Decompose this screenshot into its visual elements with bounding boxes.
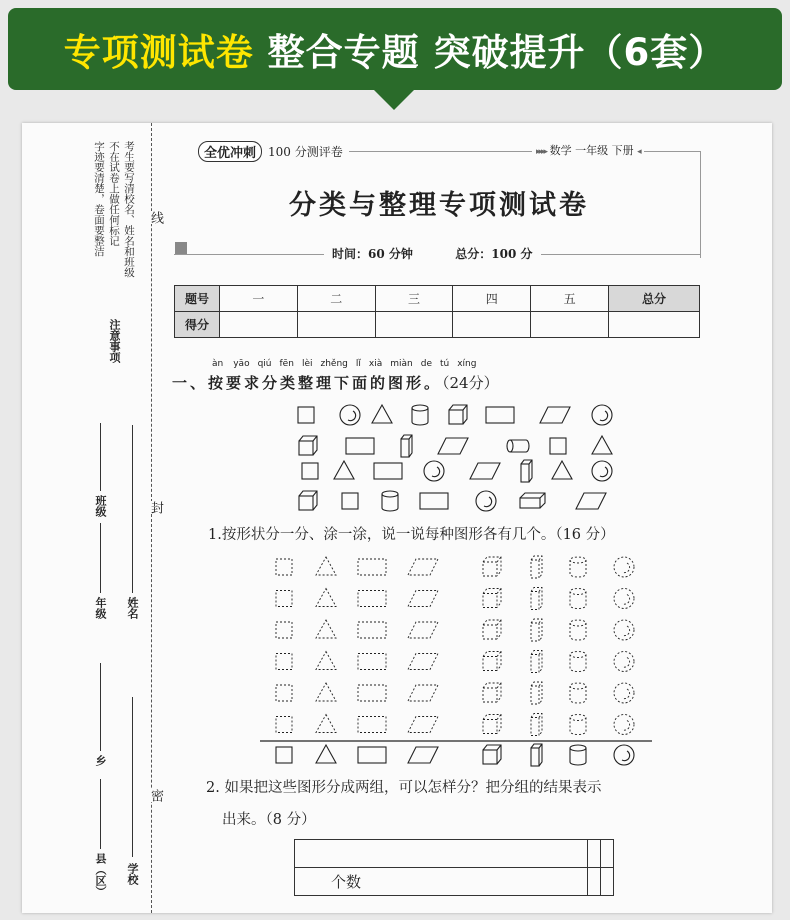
parallelogram-icon — [408, 747, 438, 763]
answer-cell[interactable] — [601, 868, 614, 896]
pinyin-syllable: àn — [212, 359, 224, 369]
note-3: 字迹要清楚，卷面要整洁 — [93, 141, 105, 257]
pinyin-syllable: de — [420, 359, 432, 369]
answer-cell[interactable] — [588, 868, 601, 896]
cut-mark-secret: 密 — [148, 789, 163, 802]
circle-icon — [614, 745, 634, 765]
notes-label: 注意事项 — [108, 319, 121, 363]
triangle-icon — [316, 589, 336, 607]
cube-icon — [483, 589, 501, 608]
score-col-2: 二 — [297, 286, 375, 312]
time-limit: 时间：60 分钟 — [332, 247, 413, 261]
cuboid-icon — [401, 435, 412, 457]
circle-icon — [340, 405, 360, 425]
cube-icon — [483, 620, 501, 639]
square-icon — [276, 622, 292, 638]
cube-icon — [449, 405, 467, 424]
triangle-icon — [316, 620, 336, 638]
arrows-icon: ▸▸▸▸ — [536, 147, 547, 157]
field-name-label: 姓名 — [126, 597, 139, 619]
score-col-4: 四 — [453, 286, 531, 312]
square-icon — [276, 559, 292, 575]
cuboid-icon — [531, 682, 542, 704]
pinyin-syllable: xíng — [457, 359, 477, 369]
question-1-2-line1: 2. 如果把这些图形分成两组，可以怎样分？把分组的结果表示 — [206, 780, 602, 796]
cut-mark-line: 线 — [148, 211, 163, 224]
brand-suffix: 100 分测评卷 — [268, 145, 343, 159]
exam-title: 分类与整理专项测试卷 — [289, 190, 589, 221]
pinyin-syllable: lǐ — [355, 359, 361, 369]
field-class-label: 班级 — [94, 495, 107, 517]
cube-icon — [483, 652, 501, 671]
exam-paper — [22, 123, 772, 913]
field-county-label: 县（区） — [94, 853, 107, 897]
triangle-icon — [316, 715, 336, 733]
note-2: 不在试卷上做任何标记 — [108, 141, 120, 246]
pinyin-syllable: miàn — [390, 359, 413, 369]
score-col-1: 一 — [220, 286, 298, 312]
cuboid-icon — [531, 651, 542, 673]
cylinder-icon — [570, 620, 586, 640]
cylinder-icon — [382, 491, 398, 511]
square-icon — [276, 591, 292, 607]
rect-icon — [420, 493, 448, 509]
square-icon — [276, 717, 292, 733]
rect-icon — [358, 622, 386, 638]
parallelogram-icon — [408, 654, 438, 670]
question-1-text: 一、按要求分类整理下面的图形。 — [172, 374, 443, 392]
cylinder-icon — [570, 557, 586, 577]
cuboid-icon — [531, 744, 542, 766]
answer-row-label: 个数 — [295, 868, 588, 896]
cylinder-icon — [570, 589, 586, 609]
field-grade-label: 年级 — [94, 597, 107, 619]
parallelogram-icon — [408, 622, 438, 638]
square-icon — [276, 685, 292, 701]
arrow-left-icon: ◂ — [637, 147, 640, 157]
cube-icon — [483, 745, 501, 764]
rect-icon — [374, 463, 402, 479]
triangle-icon — [316, 683, 336, 701]
score-table-row1-label: 题号 — [175, 286, 220, 312]
score-col-3: 三 — [375, 286, 453, 312]
banner-pointer — [372, 88, 416, 110]
square-icon — [298, 407, 314, 423]
circle-icon — [614, 557, 634, 577]
promo-banner — [0, 0, 790, 108]
cube-icon — [483, 683, 501, 702]
parallelogram-icon — [438, 438, 468, 454]
question-1-points: （24分） — [442, 374, 499, 392]
banner-highlight: 专项测试卷 — [63, 31, 254, 74]
banner-rest: 整合专题 突破提升（6套） — [267, 31, 727, 74]
cylinder-icon — [570, 683, 586, 703]
banner-text — [0, 22, 790, 76]
circle-icon — [476, 491, 496, 511]
circle-icon — [614, 683, 634, 703]
note-1: 考生要写清校名、姓名和班级 — [123, 141, 135, 278]
parallelogram-icon — [576, 493, 606, 509]
parallelogram-icon — [470, 463, 500, 479]
pinyin-syllable: lèi — [301, 359, 313, 369]
grade-text: 数学 一年级 下册 — [549, 144, 634, 157]
square-icon — [276, 654, 292, 670]
question-1-2-line2: 出来。（8 分） — [222, 812, 316, 828]
cuboid-icon — [531, 619, 542, 641]
triangle-icon — [592, 436, 612, 454]
total-score: 总分：100 分 — [455, 247, 533, 261]
answer-cell[interactable] — [588, 840, 601, 868]
triangle-icon — [316, 652, 336, 670]
cylinder-icon — [570, 745, 586, 765]
triangle-icon — [334, 461, 354, 479]
rect-icon — [358, 654, 386, 670]
pinyin-syllable: qiú — [257, 359, 272, 369]
rect-icon — [358, 747, 386, 763]
pinyin-syllable: fēn — [279, 359, 294, 369]
rect-icon — [358, 591, 386, 607]
square-icon — [342, 493, 358, 509]
cube-icon — [483, 557, 501, 576]
parallelogram-icon — [408, 685, 438, 701]
answer-row — [295, 840, 614, 868]
triangle-icon — [372, 405, 392, 423]
cube-icon — [483, 715, 501, 734]
circle-icon — [614, 589, 634, 609]
pinyin-syllable: tú — [439, 359, 450, 369]
field-school-label: 学校 — [126, 863, 139, 885]
brand-name: 全优冲刺 — [198, 141, 262, 162]
score-table-row2-label: 得分 — [175, 312, 220, 338]
circle-icon — [614, 652, 634, 672]
triangle-icon — [316, 745, 336, 763]
score-col-5: 五 — [531, 286, 609, 312]
square-icon — [276, 747, 292, 763]
cylinder-h-icon — [507, 440, 529, 452]
pinyin-syllable: yāo — [233, 359, 250, 369]
cuboid-icon — [531, 556, 542, 578]
rect-icon — [358, 559, 386, 575]
circle-icon — [592, 405, 612, 425]
field-township-label: 乡 — [94, 755, 107, 766]
answer-row — [295, 868, 614, 896]
rect-icon — [346, 438, 374, 454]
cylinder-icon — [570, 652, 586, 672]
cylinder-icon — [570, 715, 586, 735]
question-1-1: 1.按形状分一分、涂一涂，说一说每种图形各有几个。（16 分） — [208, 527, 615, 543]
rect-icon — [358, 685, 386, 701]
answer-cell[interactable] — [295, 840, 588, 868]
triangle-icon — [316, 557, 336, 575]
cube-flat-icon — [520, 493, 545, 508]
square-icon — [302, 463, 318, 479]
cut-mark-seal: 封 — [148, 501, 163, 514]
circle-icon — [424, 461, 444, 481]
square-icon — [550, 438, 566, 454]
cube-icon — [299, 491, 317, 510]
cuboid-icon — [531, 714, 542, 736]
circle-icon — [614, 620, 634, 640]
cuboid-icon — [531, 588, 542, 610]
cube-icon — [299, 436, 317, 455]
rect-icon — [486, 407, 514, 423]
parallelogram-icon — [408, 591, 438, 607]
parallelogram-icon — [408, 559, 438, 575]
cylinder-icon — [412, 405, 428, 425]
pinyin-syllable: zhěng — [320, 359, 348, 369]
parallelogram-icon — [408, 717, 438, 733]
answer-cell[interactable] — [601, 840, 614, 868]
cuboid-icon — [521, 460, 532, 482]
circle-icon — [592, 461, 612, 481]
score-col-total: 总分 — [609, 286, 700, 312]
pinyin-syllable: xià — [368, 359, 383, 369]
parallelogram-icon — [540, 407, 570, 423]
circle-icon — [614, 715, 634, 735]
triangle-icon — [552, 461, 572, 479]
rect-icon — [358, 717, 386, 733]
answer-table — [294, 839, 614, 896]
